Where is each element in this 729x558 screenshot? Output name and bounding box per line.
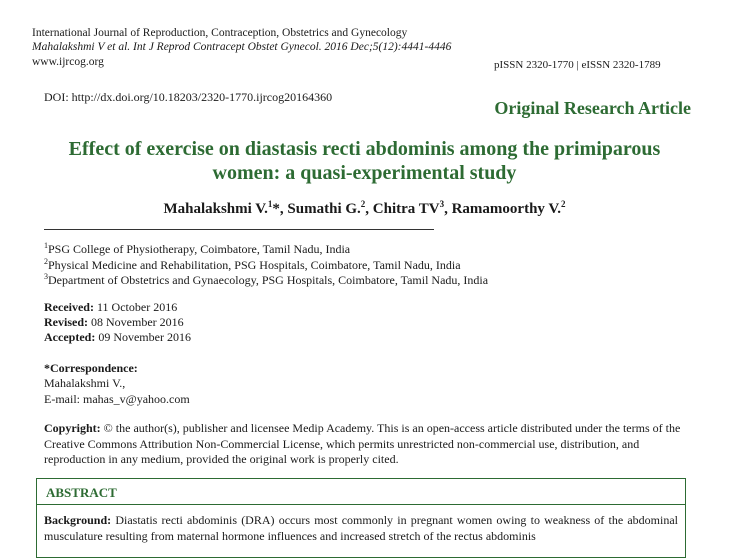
author: Mahalakshmi V.$^1$*, (163, 199, 288, 217)
author: Chitra $TV^3$, (372, 199, 452, 217)
copyright-notice: Copyright: © the author(s), publisher and licensee Medip Academy. This is an open-access article distributed under the terms of the Creative Commons Attribution Non-Commercial License, which permits unrestricted non-commercial use, distribution, and reproduction in any medium, provided the original work is properly cited. (44, 421, 681, 466)
journal-website[interactable]: www.ijrcog.org (32, 56, 104, 68)
abstract-background: Background: Diastatis recti abdominis (DRA) occurs most commonly in pregnant women owing to weakness of the abdominal musculature resulting from maternal hormone influences and increased stretch of the rectus abdominis (44, 513, 678, 543)
affiliation: $^2$Physical Medicine and Rehabilitation, PSG Hospitals, Coimbatore, Tamil Nadu, India (44, 257, 461, 272)
doi[interactable]: DOI: http://dx.doi.org/10.18203/2320-1770.ijrcog20164360 (44, 90, 333, 104)
author: Ramamoorthy V.$^2$ (451, 199, 566, 217)
title-line-1: Effect of exercise on diastasis recti abdominis among the primiparous (68, 138, 661, 160)
correspondence-email[interactable]: E-mail: mahas_v@yahoo.com (44, 392, 190, 406)
received-date: Received: 11 October 2016 (44, 300, 178, 314)
accepted-date: Accepted: 09 November 2016 (44, 330, 191, 344)
issn: pISSN 2320-1770 | eISSN 2320-1789 (494, 59, 661, 71)
title-line-2: women: a quasi-experimental study (212, 162, 517, 184)
correspondence-name: Mahalakshmi V., (44, 376, 126, 390)
correspondence-label: *Correspondence: (44, 361, 138, 375)
article-title (0, 137, 729, 185)
divider (44, 229, 434, 230)
revised-date: Revised: 08 November 2016 (44, 315, 184, 329)
abstract-heading: ABSTRACT (46, 485, 117, 500)
citation: Mahalakshmi V et al. Int J Reprod Contracept Obstet Gynecol. 2016 Dec;5(12):4441-4446 (32, 41, 452, 53)
abstract-divider (36, 504, 686, 505)
author: Sumathi G.$^2$, (287, 199, 373, 217)
author-list (0, 199, 729, 218)
affiliation: $^1$PSG College of Physiotherapy, Coimbatore, Tamil Nadu, India (44, 241, 351, 256)
article-type: Original Research Article (494, 98, 691, 118)
journal-name: International Journal of Reproduction, Contraception, Obstetrics and Gynecology (32, 27, 408, 39)
affiliation: $^3$Department of Obstetrics and Gynaecology, PSG Hospitals, Coimbatore, Tamil Nadu, India (44, 272, 489, 287)
